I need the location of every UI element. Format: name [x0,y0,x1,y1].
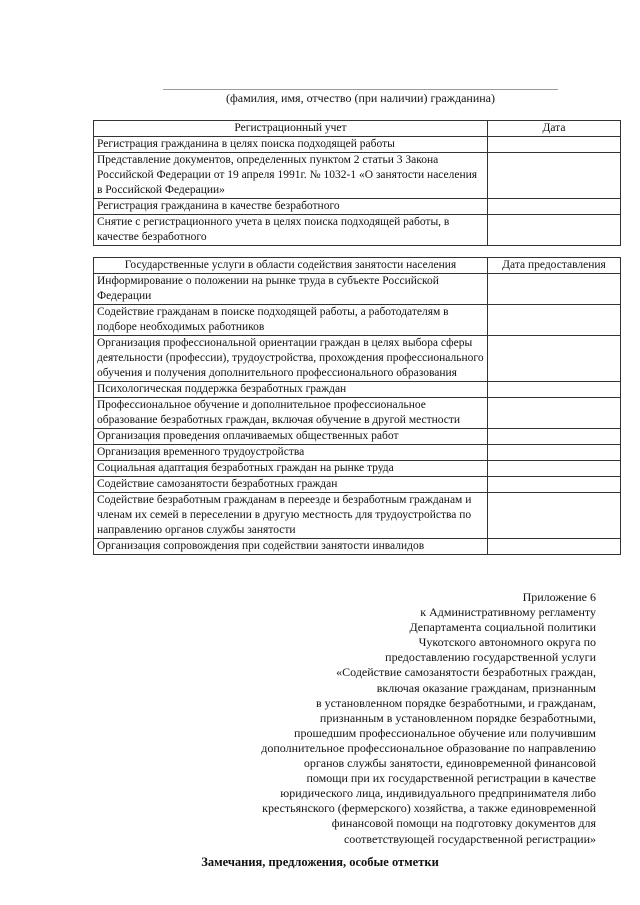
row-label: Социальная адаптация безработных граждан на рынке труда [94,461,488,477]
appendix-line: Приложение 6 [522,590,596,604]
table-row [94,477,621,493]
row-label: Регистрация гражданина в целях поиска подходящей работы [94,137,488,153]
appendix-line: предоставлению государственной услуги [385,650,596,665]
table-row [94,398,621,429]
table-row [94,445,621,461]
appendix-line: юридического лица, индивидуального предпринимателя либо [280,786,596,801]
row-label: Содействие гражданам в поиске подходящей работы, а работодателям в подборе необходимых работников [94,305,488,336]
citizen-name-line [163,89,558,90]
date-cell[interactable] [488,539,621,555]
table-row [94,382,621,398]
row-label: Организация сопровождения при содействии занятости инвалидов [94,539,488,555]
table-row [94,215,621,246]
appendix-line: к Административному регламенту [420,605,596,620]
header-service-date: Дата предоставления [488,258,621,274]
date-cell[interactable] [488,493,621,539]
appendix-line: соответствующей государственной регистрации» [343,831,596,846]
table-row [94,137,621,153]
table-header-row [94,121,621,137]
appendix-line: крестьянского (фермерского) хозяйства, а также единовременной [262,801,596,816]
date-cell[interactable] [488,199,621,215]
remarks-heading: Замечания, предложения, особые отметки [201,855,439,869]
appendix-block [156,590,596,847]
row-label: Организация профессиональной ориентации граждан в целях выбора сферы деятельности (профессии), трудоустройства, прохождения профессионального обучения и получения дополнительного профессионального образования [94,336,488,382]
appendix-line: включая оказание гражданам, признанным [376,680,596,695]
row-label: Регистрация гражданина в качестве безработного [94,199,488,215]
appendix-line: «Содействие самозанятости безработных граждан, [336,665,596,680]
table-row [94,305,621,336]
row-label: Профессиональное обучение и дополнительное профессиональное образование безработных граждан, включая обучение в другой местности [94,398,488,429]
table-row [94,336,621,382]
appendix-line: помощи при их государственной регистрации в качестве [306,771,596,786]
services-table [93,257,621,555]
row-label: Организация проведения оплачиваемых общественных работ [94,429,488,445]
date-cell[interactable] [488,382,621,398]
date-cell[interactable] [488,153,621,199]
row-label: Психологическая поддержка безработных граждан [94,382,488,398]
appendix-line: Чукотского автономного округа по [418,635,596,650]
appendix-line: Департамента социальной политики [409,620,596,635]
appendix-line: признанным в установленном порядке безработными, [319,710,596,725]
row-label: Снятие с регистрационного учета в целях поиска подходящей работы, в качестве безработного [94,215,488,246]
row-label: Организация временного трудоустройства [94,445,488,461]
table-header-row [94,258,621,274]
citizen-name-caption: (фамилия, имя, отчество (при наличии) гражданина) [225,91,495,105]
appendix-line: органов службы занятости, единовременной финансовой [303,756,596,771]
appendix-line: финансовой помощи на подготовку документов для [331,816,596,831]
date-cell[interactable] [488,398,621,429]
registration-table [93,120,621,246]
date-cell[interactable] [488,461,621,477]
date-cell[interactable] [488,429,621,445]
date-cell[interactable] [488,336,621,382]
row-label: Представление документов, определенных пунктом 2 статьи 3 Закона Российской Федерации от 19 апреля 1991г. № 1032-1 «О занятости населения в Российской Федерации» [94,153,488,199]
date-cell[interactable] [488,445,621,461]
table-row [94,429,621,445]
row-label: Содействие самозанятости безработных граждан [94,477,488,493]
header-date: Дата [488,121,621,137]
row-label: Содействие безработным гражданам в переезде и безработным гражданам и членам их семей в переселении в другую местность для трудоустройства по направлению органов службы занятости [94,493,488,539]
table-row [94,199,621,215]
appendix-line: дополнительное профессиональное образование по направлению [261,740,596,755]
date-cell[interactable] [488,305,621,336]
date-cell[interactable] [488,274,621,305]
table-row [94,461,621,477]
table-row [94,153,621,199]
appendix-line: прошедшим профессиональное обучение или получившим [294,725,596,740]
date-cell[interactable] [488,477,621,493]
header-services: Государственные услуги в области содействия занятости населения [94,258,488,274]
table-row [94,493,621,539]
appendix-line: в установленном порядке безработными, и гражданам, [316,695,596,710]
row-label: Информирование о положении на рынке труда в субъекте Российской Федерации [94,274,488,305]
table-row [94,274,621,305]
table-row [94,539,621,555]
header-registration: Регистрационный учет [94,121,488,137]
date-cell[interactable] [488,137,621,153]
date-cell[interactable] [488,215,621,246]
